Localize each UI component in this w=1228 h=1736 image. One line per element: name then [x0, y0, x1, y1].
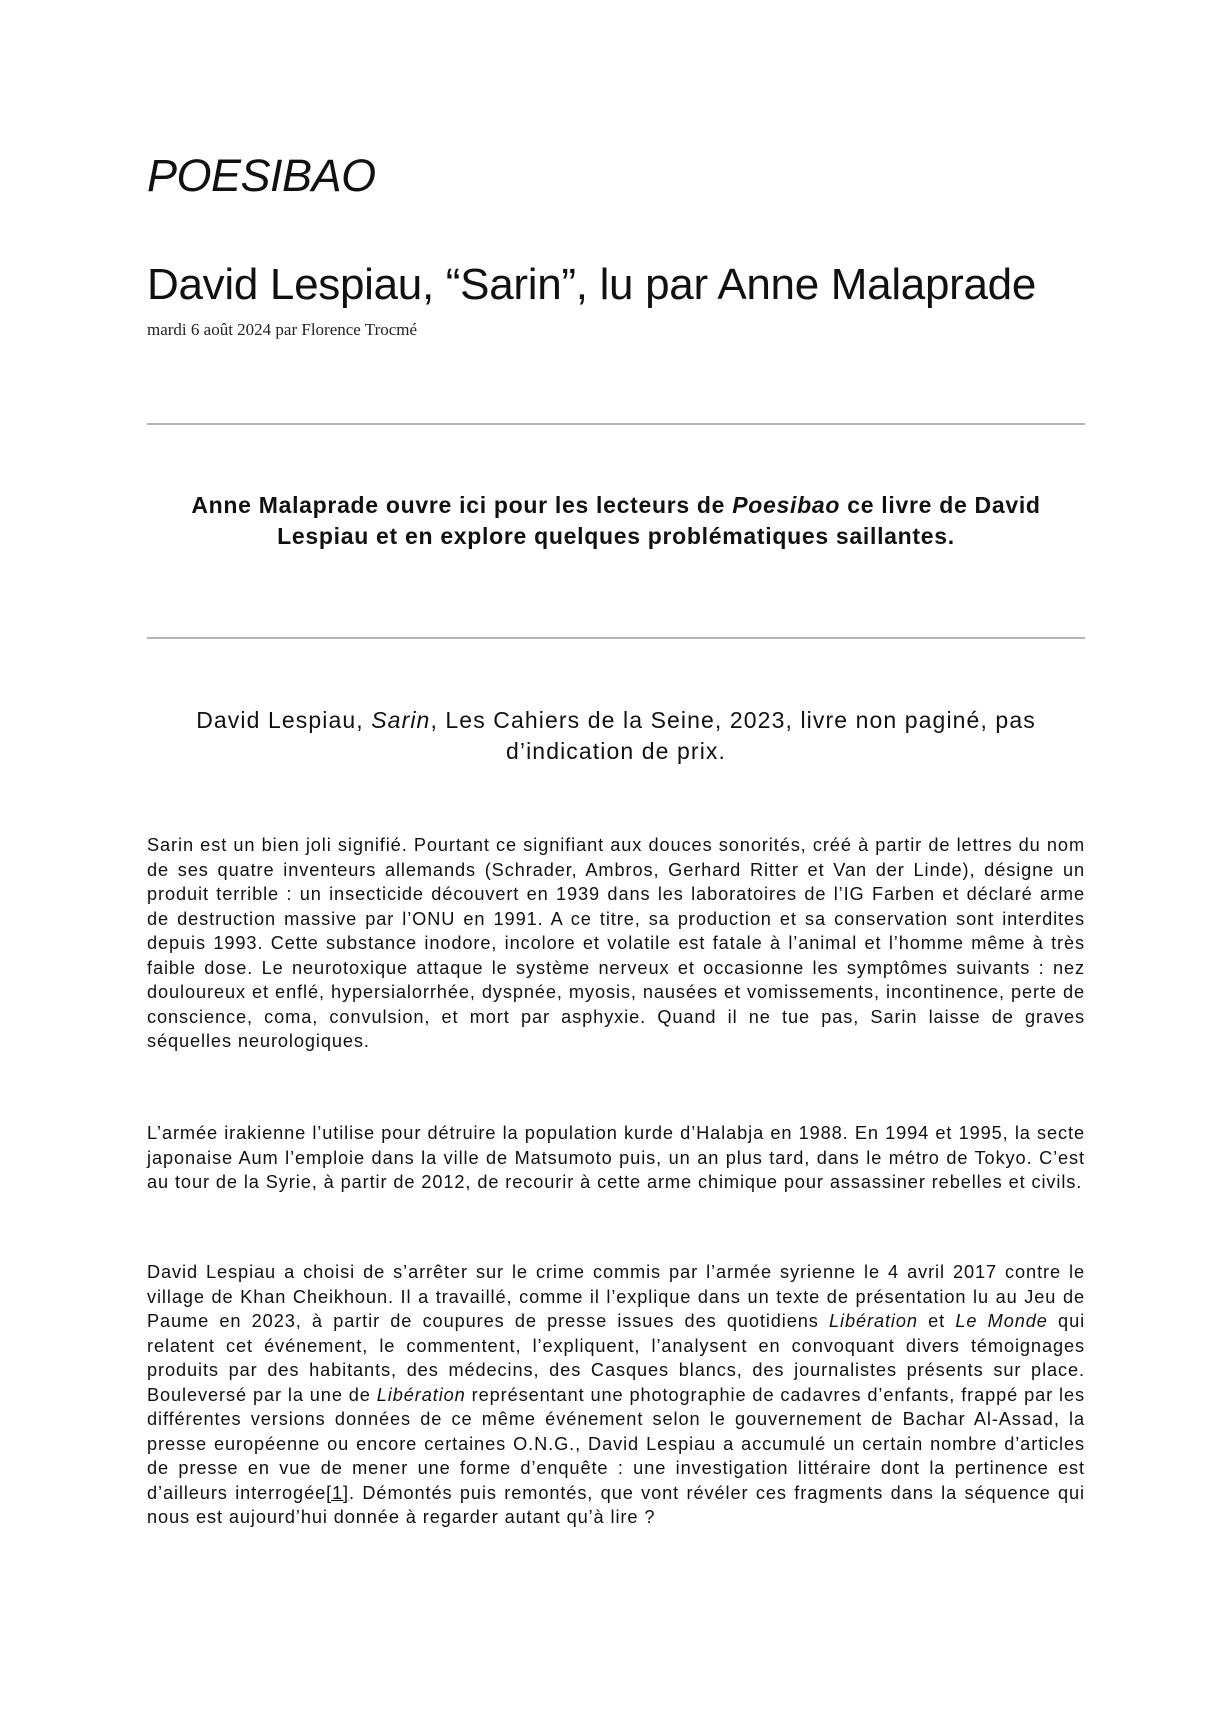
newspaper-name: Libération	[376, 1384, 466, 1405]
divider	[147, 637, 1085, 639]
intro-emphasis: Poesibao	[732, 492, 841, 518]
newspaper-name: Le Monde	[955, 1311, 1048, 1331]
article-title: David Lespiau, “Sarin”, lu par Anne Malaprade	[147, 260, 1037, 309]
book-reference	[147, 705, 1085, 767]
intro-text: ce livre de David Lespiau et en explore quelques problématiques saillantes.	[277, 492, 1041, 549]
intro-text: Anne Malaprade ouvre ici pour les lecteurs de	[191, 492, 733, 518]
book-reference-text: David Lespiau,	[196, 707, 372, 733]
book-title: Sarin	[371, 707, 431, 733]
paragraph-text: David Lespiau a choisi de s’arrêter sur le crime commis par l’armée syrienne le 4 avril 2017 contre le village de Khan Cheikhoun. Il a travaillé, comme il l’explique dans un texte de présentation lu au Jeu de Paume en 2023, à partir de coupures de presse issues des quotidiens	[147, 1262, 1085, 1331]
article-intro	[147, 490, 1085, 552]
paragraph-text: représentant une photographie de cadavres d’enfants, frappé par les différentes versions données de ce même événement selon le gouvernement de Bachar Al-Assad, la presse européenne ou encore certaines O.N.G., David Lespiau a accumulé un certain nombre d’articles de presse en vue de mener une forme d’enquête : une investigation littéraire dont la pertinence est d’ailleurs interrogée	[147, 1384, 1086, 1503]
paragraph-text: . Démontés puis remontés, que vont révéler ces fragments dans la séquence qui nous est aujourd’hui donnée à regarder autant qu’à lire ?	[147, 1482, 1085, 1527]
book-reference-text: , Les Cahiers de la Seine, 2023, livre non paginé, pas d’indication de prix.	[430, 707, 1036, 764]
body-paragraph	[147, 1260, 1085, 1530]
paragraph-text: qui relatent cet événement, le commentent, l’expliquent, l’analysent en convoquant divers témoignages produits par des habitants, des médecins, des Casques blancs, des journalistes présents sur place. Bouleversé par la une de	[147, 1311, 1086, 1405]
body-paragraph: Sarin est un bien joli signifié. Pourtant ce signifiant aux douces sonorités, créé à partir de lettres du nom de ses quatre inventeurs allemands (Schrader, Ambros, Gerhard Ritter et Van der Linde), désigne un produit terrible : un insecticide découvert en 1939 dans les laboratoires de l’IG Farben et déclaré arme de destruction massive par l’ONU en 1991. A ce titre, sa production et sa conservation sont interdites depuis 1993. Cette substance inodore, incolore et volatile est fatale à l’animal et l’homme même à très faible dose. Le neurotoxique attaque le système nerveux et occasionne les symptômes suivants : nez douloureux et enflé, hypersialorrhée, dyspnée, myosis, nausées et vomissements, incontinence, perte de conscience, coma, convulsion, et mort par asphyxie. Quand il ne tue pas, Sarin laisse de graves séquelles neurologiques.	[147, 835, 1085, 1051]
site-name: POESIBAO	[147, 150, 376, 201]
newspaper-name: Libération	[829, 1311, 918, 1331]
paragraph-text: et	[917, 1311, 956, 1331]
article-byline: mardi 6 août 2024 par Florence Trocmé	[147, 320, 418, 339]
footnote-link[interactable]: [1]	[326, 1482, 350, 1503]
divider	[147, 423, 1085, 425]
body-paragraph: L’armée irakienne l’utilise pour détruire la population kurde d’Halabja en 1988. En 1994 et 1995, la secte japonaise Aum l’emploie dans la ville de Matsumoto puis, un an plus tard, dans le métro de Tokyo. C’est au tour de la Syrie, à partir de 2012, de recourir à cette arme chimique pour assassiner rebelles et civils.	[147, 1123, 1085, 1192]
